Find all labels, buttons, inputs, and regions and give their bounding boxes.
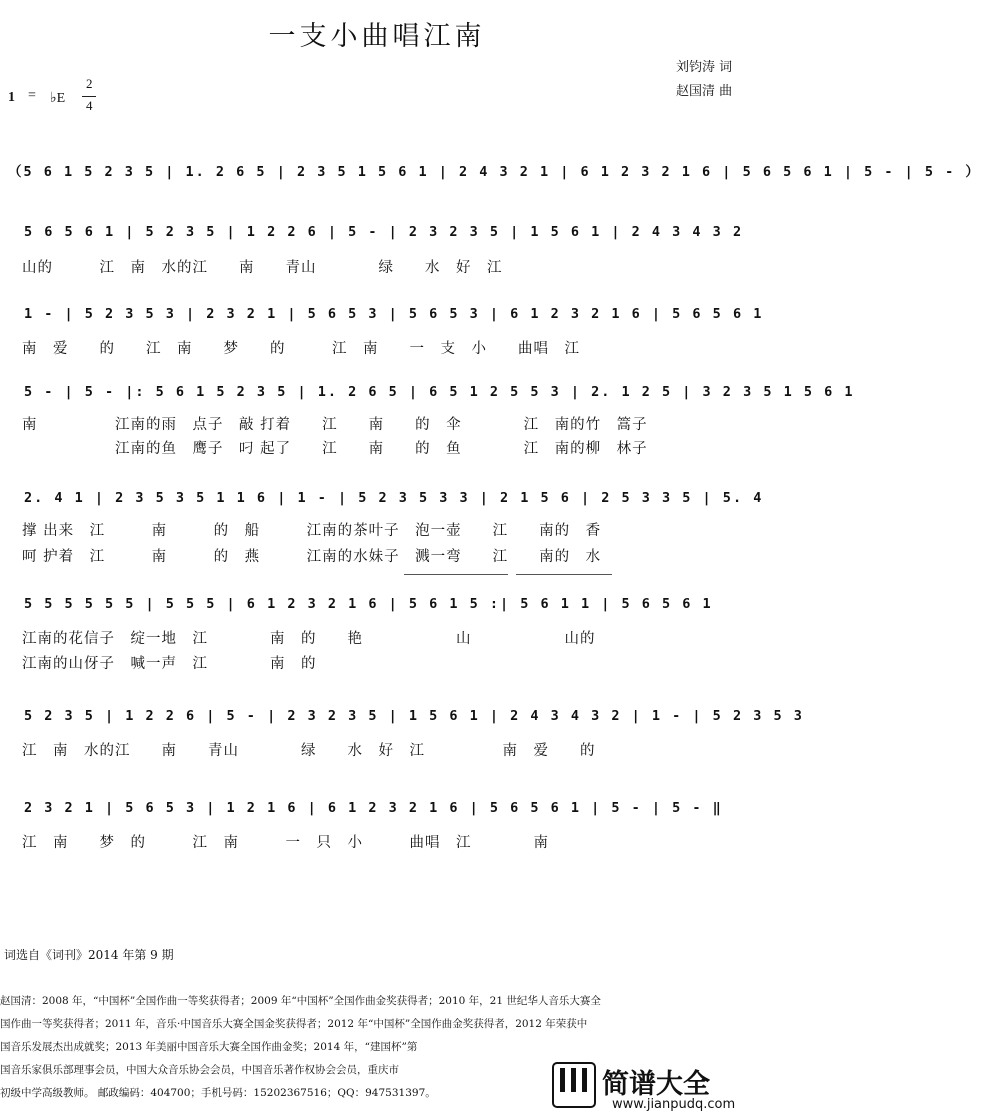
notes-row-5: 5 5 5 5 5 5 | 5 5 5 | 6 1 2 3 2 1 6 | 5 6 1 5 :| 5 6 1 1 | 5 6 5 6 1 bbox=[24, 596, 713, 612]
lyrics-row-5-v1: 江南的花信子 绽一地 江 南 的 艳 山 山的 bbox=[22, 631, 596, 647]
notes-row-3: 5 - | 5 - |: 5 6 1 5 2 3 5 | 1. 2 6 5 | 6 5 1 2 5 5 3 | 2. 1 2 5 | 3 2 3 5 1 5 6 1 bbox=[24, 384, 855, 400]
piano-icon bbox=[552, 1062, 596, 1108]
bio-line-1: 赵国清：2008 年，“中国杯”全国作曲一等奖获得者；2009 年“中国杯”全国作曲金奖获得者；2010 年，21 世纪华人音乐大赛全 bbox=[0, 995, 601, 1007]
notes-row-4: 2. 4 1 | 2 3 5 3 5 1 1 6 | 1 - | 5 2 3 5 3 3 | 2 1 5 6 | 2 5 3 3 5 | 5. 4 bbox=[24, 490, 764, 506]
notes-row-0: （5 6 1 5 2 3 5 | 1. 2 6 5 | 2 3 5 1 5 6 1 | 2 4 3 2 1 | 6 1 2 3 2 1 6 | 5 6 5 6 1 | 5 - | 5 - ） bbox=[8, 164, 981, 180]
notes-row-7: 2 3 2 1 | 5 6 5 3 | 1 2 1 6 | 6 1 2 3 2 1 6 | 5 6 5 6 1 | 5 - | 5 - ‖ bbox=[24, 800, 723, 816]
lyrics-row-1-v1: 山的 江 南 水的江 南 青山 绿 水 好 江 bbox=[22, 260, 503, 276]
lyrics-row-5-v2: 江南的山伢子 喊一声 江 南 的 bbox=[22, 656, 317, 672]
bio-line-5: 初级中学高级教师。 邮政编码：404700；手机号码：15202367516；QQ：947531397。 bbox=[0, 1087, 436, 1099]
watermark-brand: 简谱大全 bbox=[602, 1069, 710, 1100]
lyrics-row-2-v1: 南 爱 的 江 南 梦 的 江 南 一 支 小 曲唱 江 bbox=[22, 341, 580, 357]
key-equals: = bbox=[28, 88, 36, 103]
lyricist-credit: 刘钧涛 词 bbox=[676, 60, 733, 75]
notes-row-6: 5 2 3 5 | 1 2 2 6 | 5 - | 2 3 2 3 5 | 1 5 6 1 | 2 4 3 4 3 2 | 1 - | 5 2 3 5 3 bbox=[24, 708, 804, 724]
key-one: 1 bbox=[8, 90, 15, 105]
time-bottom: 4 bbox=[86, 98, 93, 113]
composer-credit: 赵国清 曲 bbox=[676, 84, 733, 99]
lyrics-row-3-v1: 南 江南的雨 点子 敲 打着 江 南 的 伞 江 南的竹 篙子 bbox=[22, 417, 648, 433]
bio-line-2: 国作曲一等奖获得者；2011 年，音乐·中国音乐大赛全国金奖获得者；2012 年“中国杯”全国作曲金奖获得者，2012 年荣获中 bbox=[0, 1018, 588, 1030]
lyrics-row-4-v2: 呵 护着 江 南 的 燕 江南的水妹子 溅一弯 江 南的 水 bbox=[22, 549, 602, 565]
time-top: 2 bbox=[86, 76, 93, 91]
bio-line-3: 国音乐发展杰出成就奖；2013 年美丽中国音乐大赛全国作曲金奖；2014 年，“建国杯”第 bbox=[0, 1041, 418, 1053]
page-title: 一支小曲唱江南 bbox=[268, 21, 486, 52]
source-note: 词选自《词刊》2014 年第 9 期 bbox=[4, 948, 174, 962]
lyrics-row-3-v2: 江南的鱼 鹰子 叼 起了 江 南 的 鱼 江 南的柳 林子 bbox=[22, 441, 648, 457]
notes-row-1: 5 6 5 6 1 | 5 2 3 5 | 1 2 2 6 | 5 - | 2 3 2 3 5 | 1 5 6 1 | 2 4 3 4 3 2 bbox=[24, 224, 744, 240]
lyrics-row-6-v1: 江 南 水的江 南 青山 绿 水 好 江 南 爱 的 bbox=[22, 743, 596, 759]
watermark-url: www.jianpudq.com bbox=[612, 1097, 736, 1112]
lyrics-row-7-v1: 江 南 梦 的 江 南 一 只 小 曲唱 江 南 bbox=[22, 835, 549, 851]
key-name: ♭E bbox=[50, 91, 66, 106]
notes-row-2: 1 - | 5 2 3 5 3 | 2 3 2 1 | 5 6 5 3 | 5 6 5 3 | 6 1 2 3 2 1 6 | 5 6 5 6 1 bbox=[24, 306, 764, 322]
lyrics-row-4-v1: 撑 出来 江 南 的 船 江南的茶叶子 泡一壶 江 南的 香 bbox=[22, 523, 602, 539]
bio-line-4: 国音乐家俱乐部理事会员，中国大众音乐协会会员，中国音乐著作权协会会员，重庆市 bbox=[0, 1064, 399, 1076]
